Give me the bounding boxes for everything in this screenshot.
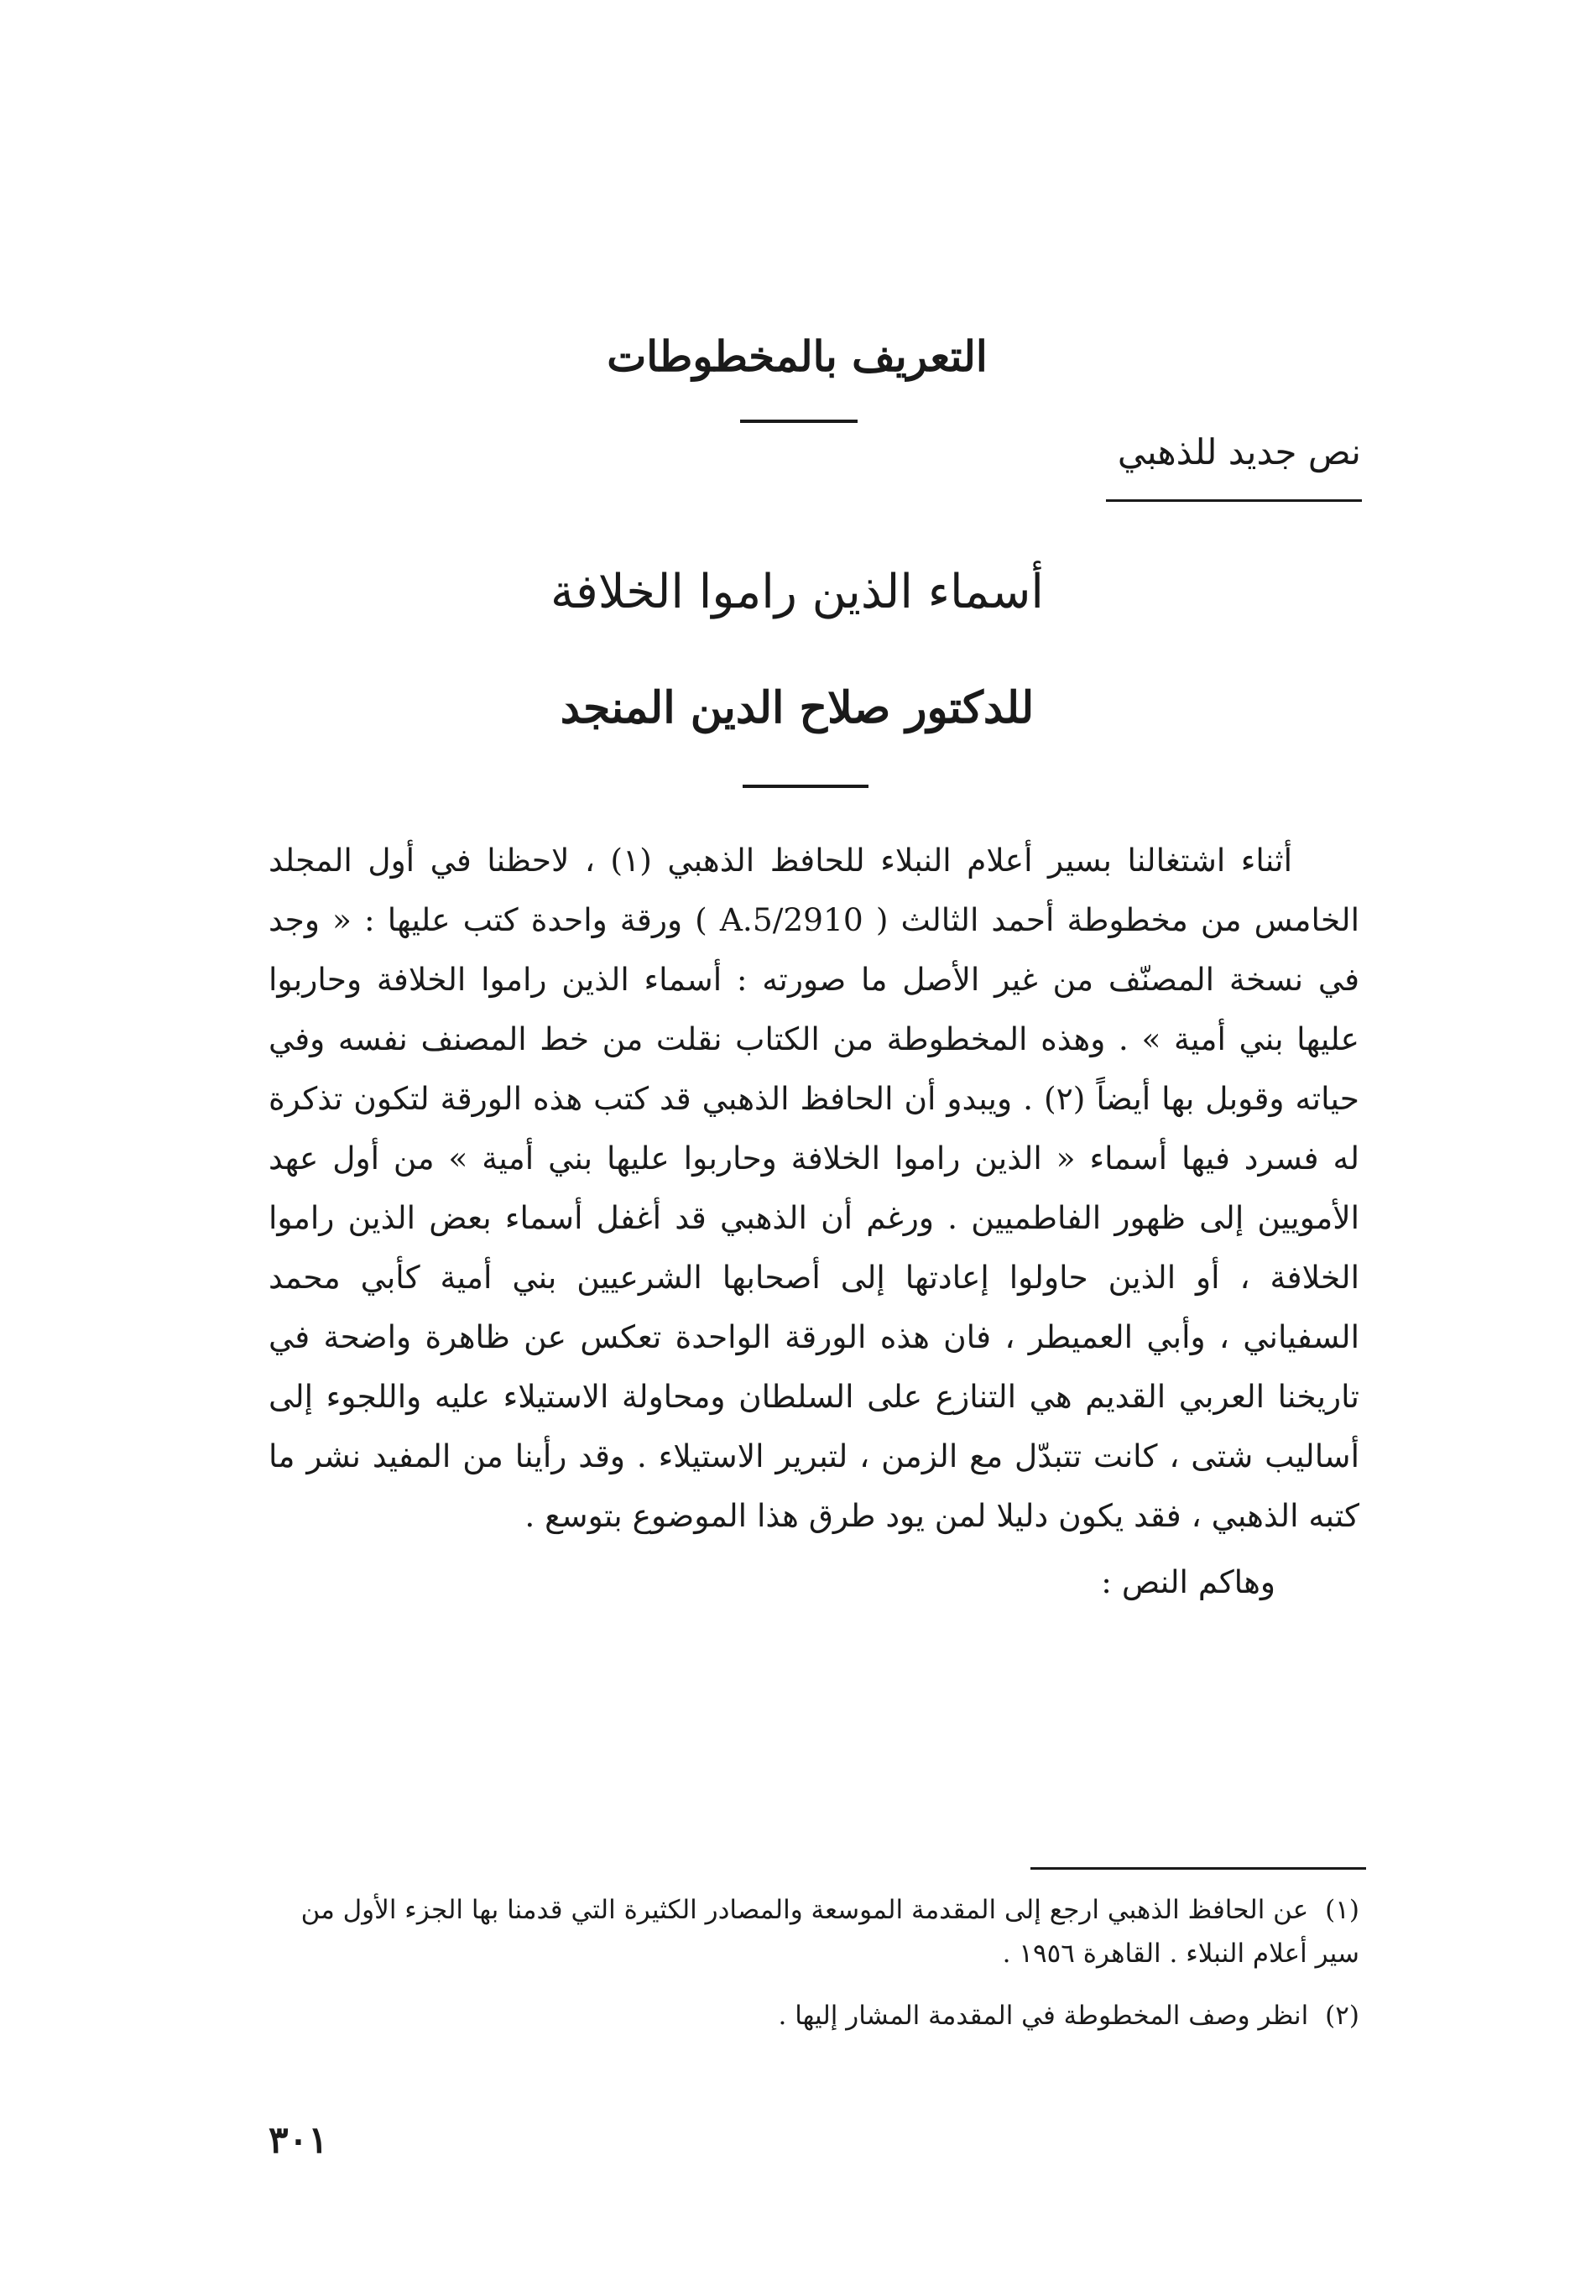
- footnote-mark: (١): [1325, 1895, 1359, 1925]
- footnote-text: انظر وصف المخطوطة في المقدمة المشار إليها .: [778, 2001, 1309, 2031]
- section-header: التعريف بالمخطوطات: [607, 331, 988, 381]
- footnotes: [269, 1888, 1359, 2056]
- article-title: أسماء الذين راموا الخلافة: [550, 565, 1044, 619]
- article-author: للدكتور صلاح الدين المنجد: [560, 682, 1035, 733]
- footnote: [269, 1994, 1359, 2038]
- page-number: ٣٠١: [269, 2119, 328, 2162]
- title-divider: [743, 785, 868, 788]
- header-divider: [740, 420, 858, 423]
- footnote-mark: (٢): [1325, 2001, 1359, 2031]
- footnote: [269, 1888, 1359, 1975]
- rubric-underline: [1106, 499, 1362, 502]
- body-paragraph: أثناء اشتغالنا بسير أعلام النبلاء للحافظ الذهبي (١) ، لاحظنا في أول المجلد الخامس من مخطوطة أحمد الثالث ( A.5/2910 ) ورقة واحدة كتب عليها : « وجد في نسخة المصنّف من غير الأصل ما صورته : أسماء الذين راموا الخلافة وحاربوا عليها بني أمية » . وهذه المخطوطة من الكتاب نقلت من خط المصنف نفسه وفي حياته وقوبل بها أيضاً (٢) . ويبدو أن الحافظ الذهبي قد كتب هذه الورقة لتكون تذكرة له فسرد فيها أسماء « الذين راموا الخلافة وحاربوا عليها بني أمية » من أول عهد الأمويين إلى ظهور الفاطميين . ورغم أن الذهبي قد أغفل أسماء بعض الذين راموا الخلافة ، أو الذين حاولوا إعادتها إلى أصحابها الشرعيين بني أمية كأبي محمد السفياني ، وأبي العميطر ، فان هذه الورقة الواحدة تعكس عن ظاهرة واضحة في تاريخنا العربي القديم هي التنازع على السلطان ومحاولة الاستيلاء عليه واللجوء إلى أساليب شتى ، كانت تتبدّل مع الزمن ، لتبرير الاستيلاء . وقد رأينا من المفيد نشر ما كتبه الذهبي ، فقد يكون دليلا لمن يود طرق هذا الموضوع بتوسع .: [269, 842, 1359, 1534]
- footnote-divider: [1030, 1867, 1366, 1870]
- rubric-label: نص جديد للذهبي: [1117, 431, 1361, 472]
- footnote-text: عن الحافظ الذهبي ارجع إلى المقدمة الموسعة والمصادر الكثيرة التي قدمنا بها الجزء الأول من سير أعلام النبلاء . القاهرة ١٩٥٦ .: [300, 1895, 1359, 1969]
- text-intro-line: وهاكم النص :: [1101, 1563, 1275, 1600]
- article-body: [269, 831, 1359, 1612]
